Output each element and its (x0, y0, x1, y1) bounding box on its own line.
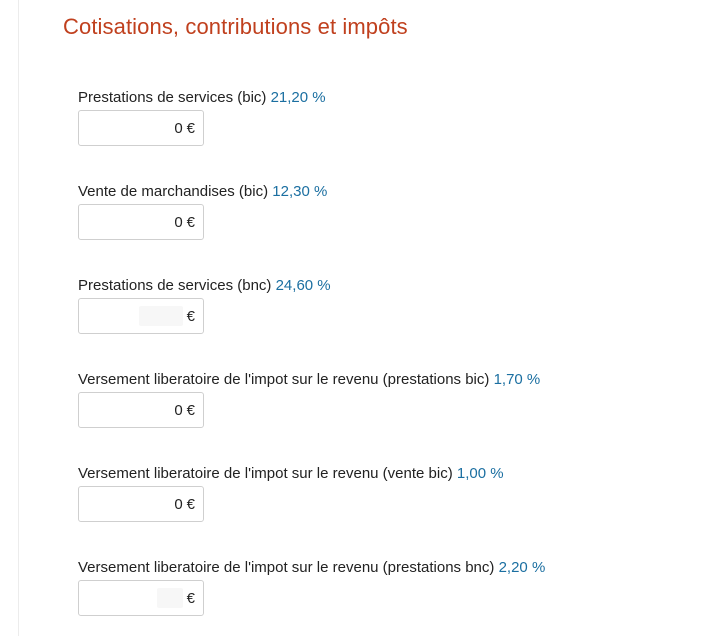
amount-value: 0 (174, 495, 183, 513)
row-label-text: Prestations de services (bic) (78, 89, 267, 106)
contribution-row-services-bnc (78, 277, 331, 334)
row-label-text: Vente de marchandises (bic) (78, 183, 269, 200)
currency-symbol: € (186, 401, 195, 419)
row-label-text: Versement liberatoire de l'impot sur le revenu (prestations bic) (78, 371, 490, 388)
contribution-row-services-bic (78, 89, 326, 146)
currency-symbol: € (186, 495, 195, 513)
row-rate: 1,00 % (456, 465, 504, 482)
row-rate: 24,60 % (275, 277, 331, 294)
currency-symbol: € (186, 213, 195, 231)
row-label-text: Prestations de services (bnc) (78, 277, 272, 294)
row-rate: 12,30 % (272, 183, 328, 200)
section-title: Cotisations, contributions et impôts (63, 14, 408, 39)
row-label (78, 465, 504, 483)
left-divider (18, 0, 19, 636)
amount-field[interactable] (78, 486, 204, 522)
amount-field[interactable] (78, 298, 204, 334)
amount-placeholder (139, 306, 183, 326)
row-label (78, 183, 327, 201)
amount-value: 0 (174, 119, 183, 137)
amount-field[interactable] (78, 110, 204, 146)
contribution-row-vl-prestations-bnc (78, 559, 545, 616)
row-rate: 2,20 % (498, 559, 546, 576)
row-label (78, 559, 545, 577)
currency-symbol: € (186, 119, 195, 137)
amount-field[interactable] (78, 392, 204, 428)
amount-placeholder (157, 588, 183, 608)
row-rate: 1,70 % (493, 371, 541, 388)
amount-value: 0 (174, 401, 183, 419)
currency-symbol: € (186, 589, 195, 607)
contribution-row-vl-prestations-bic (78, 371, 540, 428)
currency-symbol: € (186, 307, 195, 325)
contribution-row-vl-vente-bic (78, 465, 504, 522)
row-rate: 21,20 % (270, 89, 326, 106)
row-label (78, 89, 326, 107)
amount-field[interactable] (78, 580, 204, 616)
row-label-text: Versement liberatoire de l'impot sur le revenu (vente bic) (78, 465, 453, 482)
row-label (78, 371, 540, 389)
row-label (78, 277, 331, 295)
amount-value: 0 (174, 213, 183, 231)
contribution-row-vente-bic (78, 183, 327, 240)
row-label-text: Versement liberatoire de l'impot sur le revenu (prestations bnc) (78, 559, 495, 576)
amount-field[interactable] (78, 204, 204, 240)
